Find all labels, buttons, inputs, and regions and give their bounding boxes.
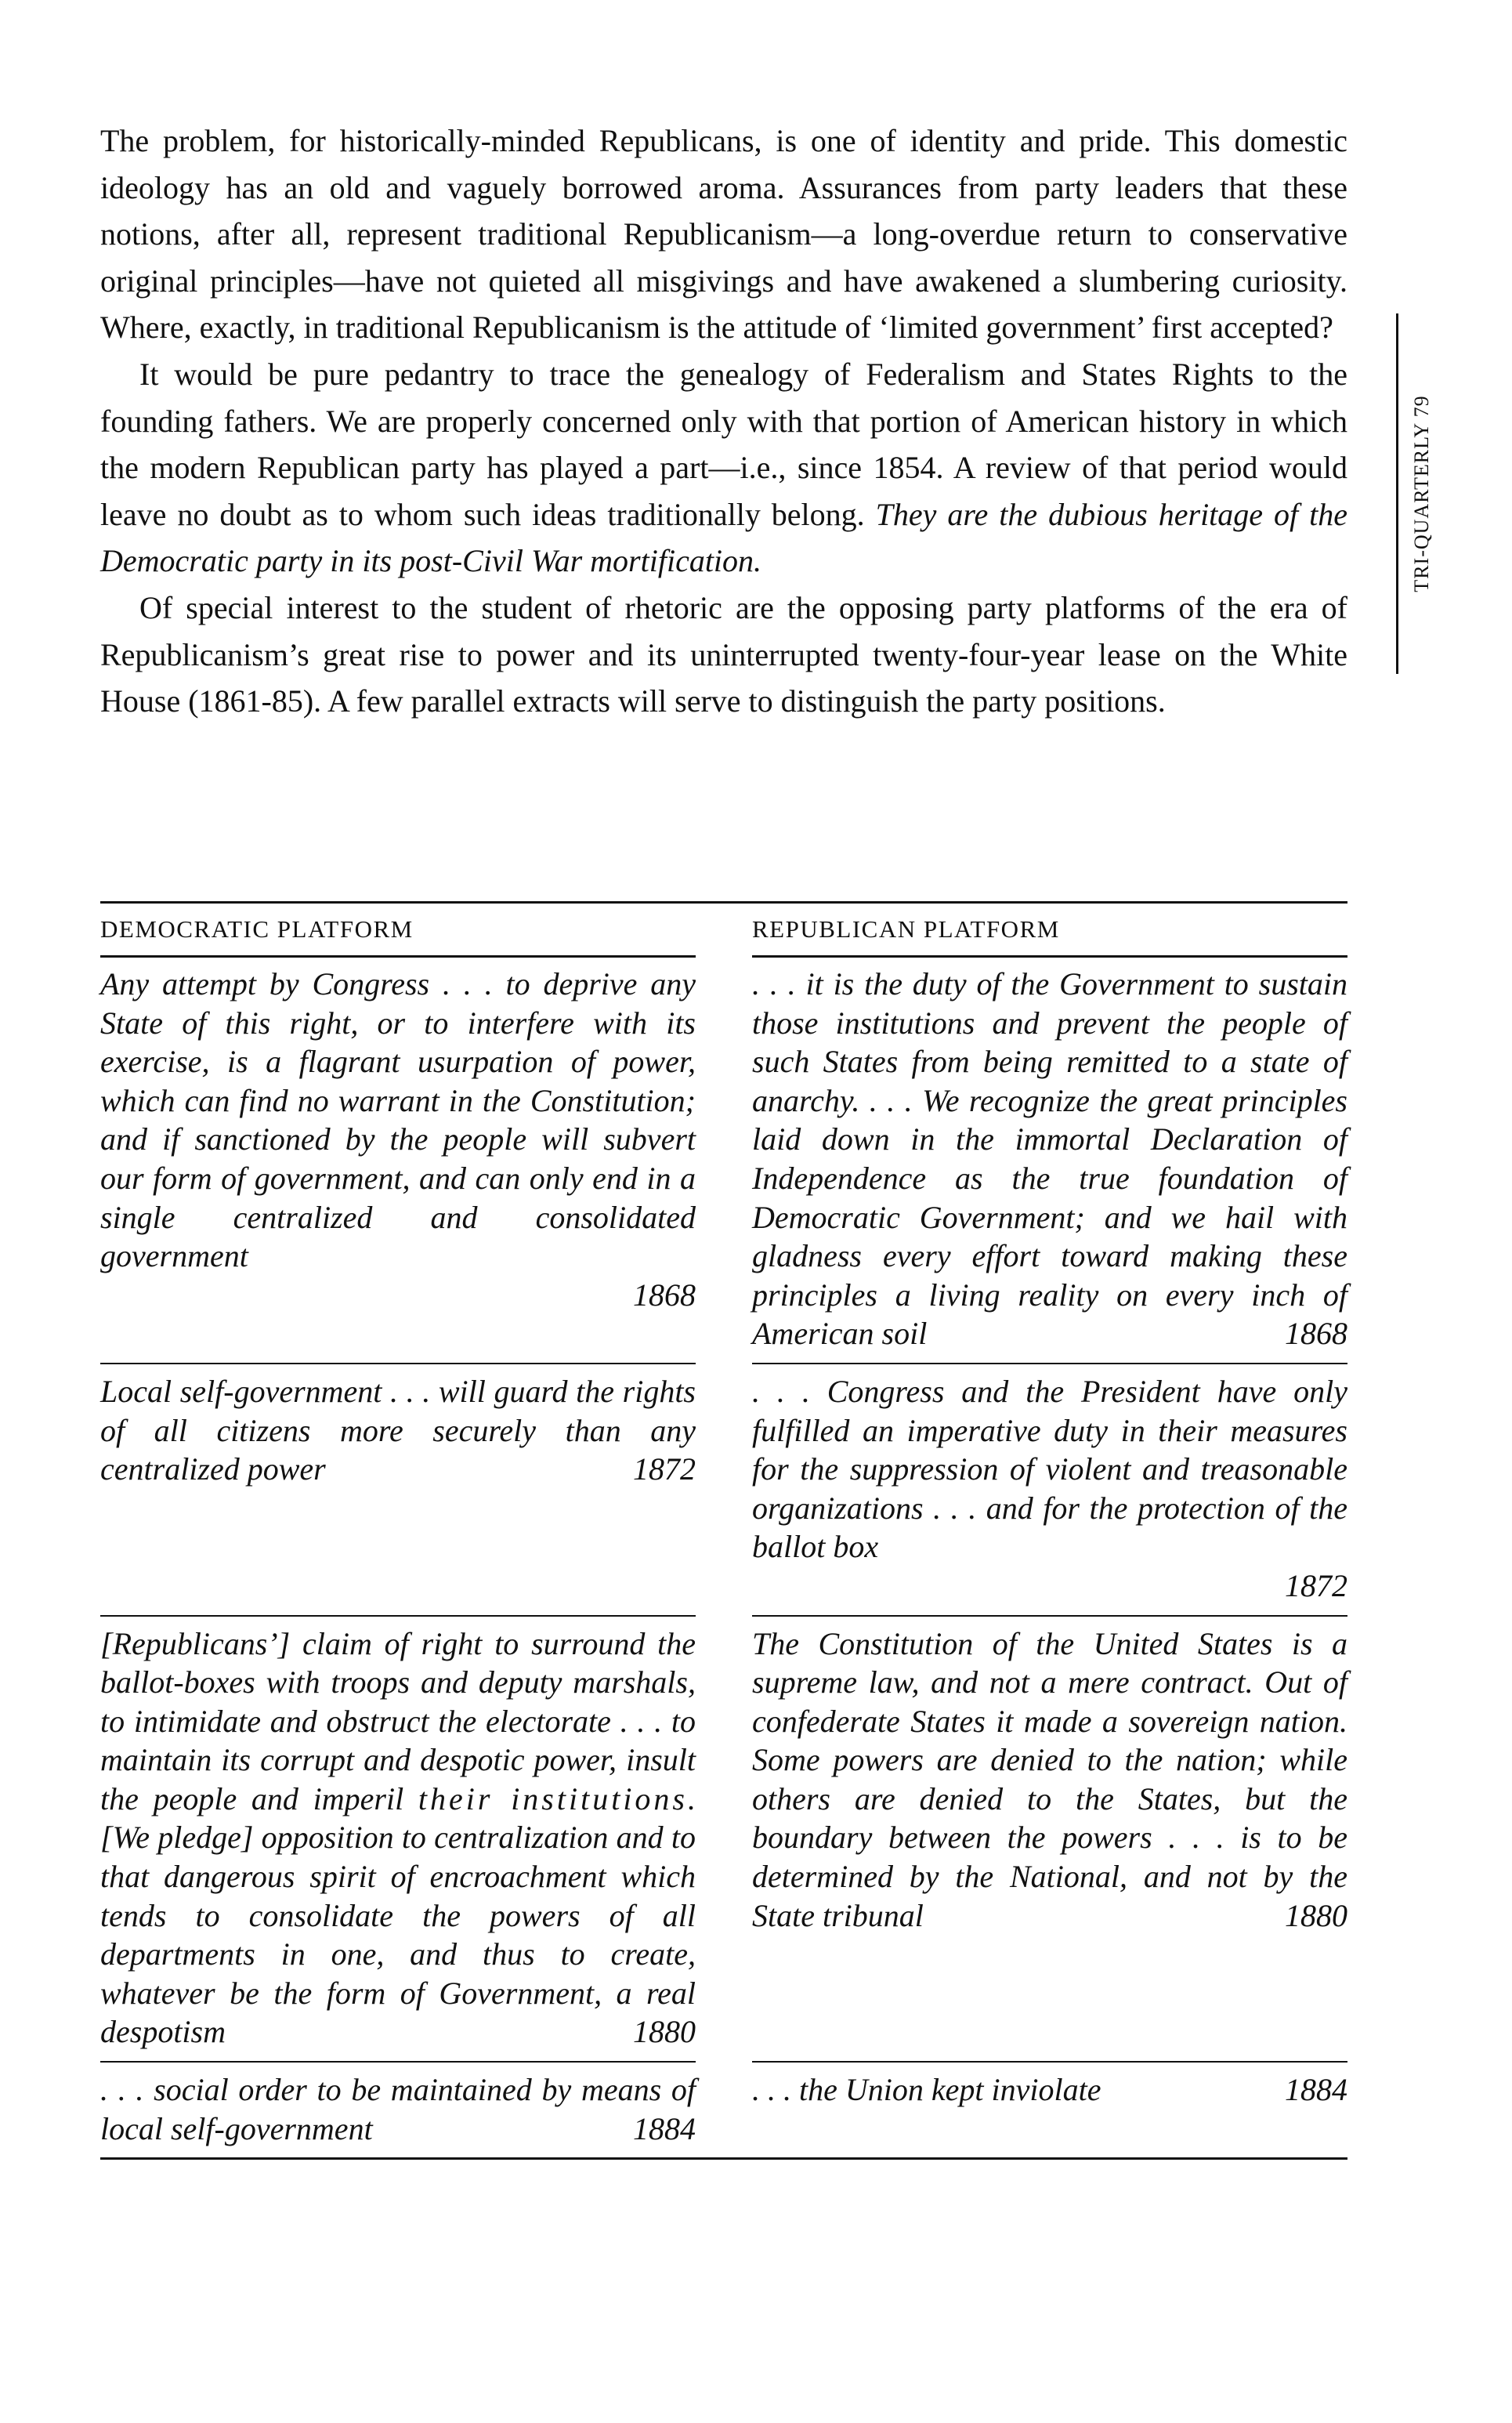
extract-spaced-text: their institutions: [418, 1780, 688, 1816]
table-row: [100, 2063, 1347, 2157]
extract-year: 1884: [1285, 2072, 1347, 2108]
extract-year: 1880: [1285, 1897, 1347, 1933]
running-head: [1396, 313, 1442, 674]
extract-text: [Republicans’] claim of right to surround the ballot-boxes with troops and deputy marshals, to intimidate and obstruct the electorate . . . to maintain its corrupt and despotic power, insult the people and imperil: [100, 1625, 696, 1816]
table-row: [100, 957, 1347, 1364]
table-bottom-rule: [100, 2157, 1347, 2160]
republican-extract: [752, 1364, 1347, 1617]
extract-text: . [We pledge] opposition to centralization and to that dangerous spirit of encroachment which tends to consolidate the powers of all departments in one, and thus to create, whatever be the form of Government, a real despotism: [100, 1780, 696, 2050]
republican-extract: [752, 1617, 1347, 2063]
extract-year: 1872: [633, 1451, 696, 1487]
paragraph-2-text: It would be pure pedantry to trace the genealogy of Federalism and States Rights to the founding fathers. We are properly concerned only with that portion of American history in which the modern Republican party has played a part—i.e., since 1854. A review of that period would leave no doubt as to whom such ideas traditionally belong.: [100, 356, 1347, 532]
democratic-platform-header: DEMOCRATIC PLATFORM: [100, 904, 696, 958]
extract-text: . . . social order to be maintained by means of local self-government: [100, 2072, 696, 2146]
extract-text: . . . Congress and the President have only fulfilled an imperative duty in their measures for the suppression of violent and treasonable organizations . . . and for the protection of the ballot box: [752, 1373, 1347, 1565]
paragraph-1-text: The problem, for historically-minded Republicans, is one of identity and pride. This domestic ideology has an old and vaguely borrowed aroma. Assurances from party leaders that these notions, after all, represent traditional Republicanism—a long-overdue return to conservative original principles—have not quieted all misgivings and have awakened a slumbering curiosity. Where, exactly, in traditional Republicanism is the attitude of ‘limited government’ first accepted?: [100, 123, 1347, 346]
paragraph-2: [100, 351, 1347, 585]
extract-year: 1880: [633, 2014, 696, 2050]
extract-year: 1868: [633, 1277, 696, 1313]
paragraph-1: [100, 118, 1347, 351]
extract-text: . . . it is the duty of the Government to sustain those institutions and prevent the people of such States from being remitted to a state of anarchy. . . . We recognize the great principles laid down in the immortal Declaration of Independence as the true foundation of Democratic Government; and we hail with gladness every effort toward making these principles a living reality on every inch of American soil: [752, 966, 1347, 1352]
extract-text: Local self-government . . . will guard the rights of all citizens more securely than any centralized power: [100, 1373, 696, 1487]
paragraph-3: [100, 585, 1347, 725]
democratic-extract: [100, 957, 696, 1364]
extract-year: 1868: [1285, 1316, 1347, 1352]
running-head-text: TRI-QUARTERLY 79: [1410, 395, 1433, 592]
body-text: [100, 118, 1347, 725]
table-rows: [100, 957, 1347, 2157]
table-row: [100, 1364, 1347, 1617]
democratic-extract: [100, 2063, 696, 2157]
extract-text: The Constitution of the United States is a supreme law, and not a mere contract. Out of confederate States it made a sovereign nation. Some powers are denied to the nation; while others are denied to the States, but the boundary between the powers . . . is to be determined by the National, and not by the State tribunal: [752, 1625, 1347, 1933]
republican-platform-header: REPUBLICAN PLATFORM: [752, 904, 1347, 958]
table-header-row: [100, 904, 1347, 957]
table-row: [100, 1617, 1347, 2063]
republican-extract: [752, 957, 1347, 1364]
extract-text: Any attempt by Congress . . . to deprive any State of this right, or to interfere with its exercise, is a flagrant usurpation of power, which can find no warrant in the Constitution; and if sanctioned by the people will subvert our form of government, and can only end in a single centralized and consolidated government: [100, 966, 696, 1274]
extract-year: 1884: [633, 2110, 696, 2146]
paragraph-3-text: Of special interest to the student of rhetoric are the opposing party platforms of the era of Republicanism’s great rise to power and its uninterrupted twenty-four-year lease on the White House (1861-85). A few parallel extracts will serve to distinguish the party positions.: [100, 589, 1347, 719]
republican-extract: [752, 2063, 1347, 2157]
democratic-extract: [100, 1617, 696, 2063]
paragraph-2-italic: They are the dubious heritage of the Democratic party in its post-Civil War mortification.: [100, 496, 1348, 579]
extract-year: 1872: [1285, 1567, 1347, 1603]
platform-table: [100, 901, 1347, 2160]
democratic-extract: [100, 1364, 696, 1617]
extract-text: . . . the Union kept inviolate: [752, 2072, 1101, 2108]
